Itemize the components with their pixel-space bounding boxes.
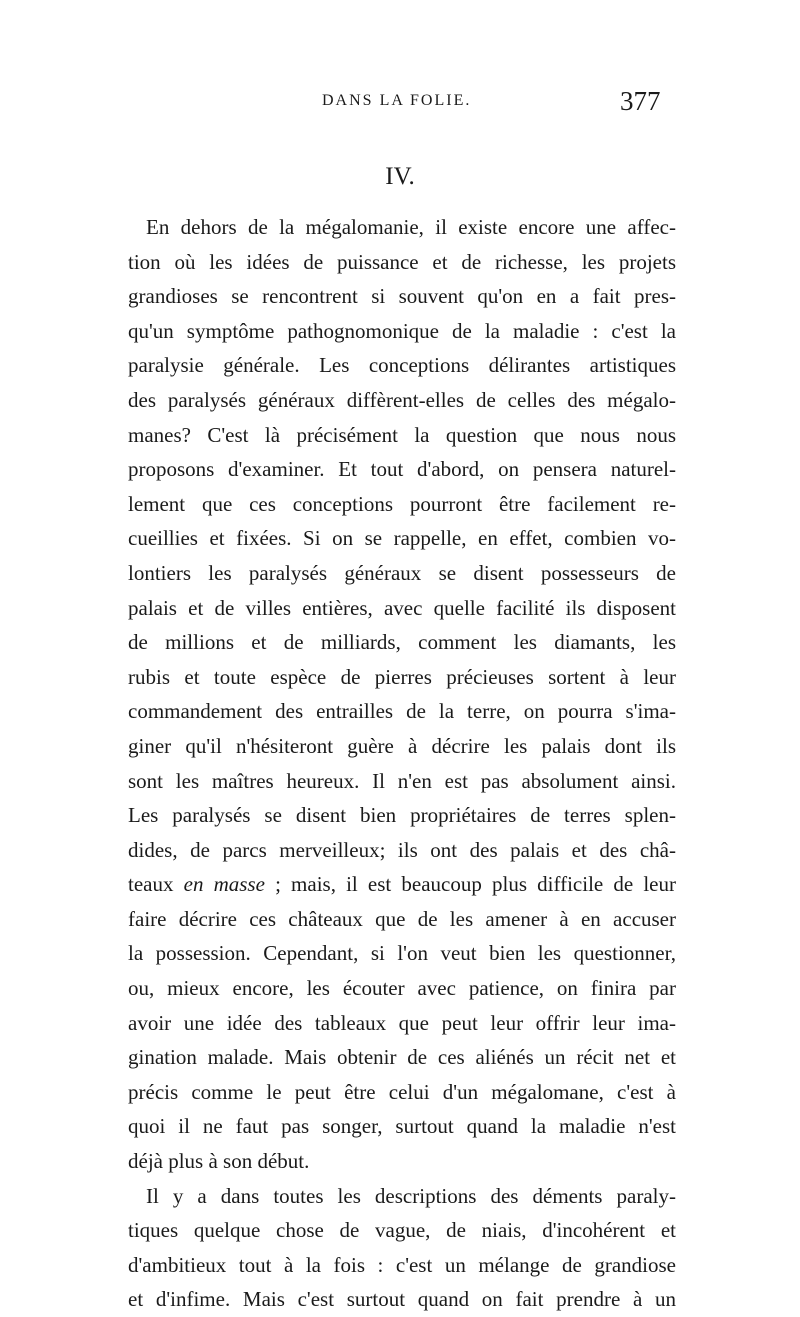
text-line: quoi il ne faut pas songer, surtout quand la maladie n'est: [128, 1114, 676, 1139]
text-line: paralysie générale. Les conceptions délirantes artistiques: [128, 353, 676, 378]
running-title: DANS LA FOLIE.: [322, 92, 472, 109]
page-number: 377: [620, 86, 661, 116]
text-line: cueillies et fixées. Si on se rappelle, en effet, combien vo-: [128, 526, 676, 551]
text-line: sont les maîtres heureux. Il n'en est pas absolument ainsi.: [128, 768, 676, 793]
text-line: commandement des entrailles de la terre, on pourra s'ima-: [128, 699, 676, 724]
text-line: palais et de villes entières, avec quelle facilité ils disposent: [128, 595, 676, 620]
text-line: tion où les idées de puissance et de richesse, les projets: [128, 249, 676, 274]
text-line: manes? C'est là précisément la question que nous nous: [128, 422, 676, 447]
text-line: des paralysés généraux diffèrent-elles de celles des mégalo-: [128, 387, 676, 412]
text-line: grandioses se rencontrent si souvent qu'on en a fait pres-: [128, 284, 676, 309]
section-heading: IV.: [385, 163, 415, 190]
body-text: [128, 210, 676, 1317]
text-line: En dehors de la mégalomanie, il existe encore une affec-: [146, 215, 676, 239]
text-line: précis comme le peut être celui d'un mégalomane, c'est à: [128, 1079, 676, 1104]
text-line: qu'un symptôme pathognomonique de la maladie : c'est la: [128, 318, 676, 343]
text-line: rubis et toute espèce de pierres précieuses sortent à leur: [128, 664, 676, 689]
text-line: Il y a dans toutes les descriptions des déments paraly-: [146, 1183, 676, 1208]
text-line: d'ambitieux tout à la fois : c'est un mélange de grandiose: [128, 1252, 676, 1277]
text-line: gination malade. Mais obtenir de ces aliénés un récit net et: [128, 1045, 676, 1070]
italic-phrase: en masse: [183, 872, 265, 897]
text-segment: ; mais, il est beaucoup plus difficile de leur: [264, 872, 676, 897]
text-line: tiques quelque chose de vague, de niais, d'incohérent et: [128, 1218, 676, 1243]
text-line: déjà plus à son début.: [128, 1149, 310, 1174]
text-line-italic: [128, 867, 676, 902]
text-segment: teaux: [128, 872, 184, 897]
text-line: faire décrire ces châteaux que de les amener à en accuser: [128, 906, 676, 931]
text-line: lement que ces conceptions pourront être facilement re-: [128, 491, 676, 516]
text-line: et d'infime. Mais c'est surtout quand on fait prendre à un: [128, 1287, 676, 1312]
text-line: avoir une idée des tableaux que peut leur offrir leur ima-: [128, 1010, 676, 1035]
text-line: dides, de parcs merveilleux; ils ont des palais et des châ-: [128, 837, 676, 862]
running-head: [0, 86, 800, 122]
text-line: Les paralysés se disent bien propriétaires de terres splen-: [128, 803, 676, 828]
text-line: de millions et de milliards, comment les diamants, les: [128, 630, 676, 655]
text-line: ou, mieux encore, les écouter avec patience, on finira par: [128, 976, 676, 1001]
text-line: lontiers les paralysés généraux se disent possesseurs de: [128, 560, 676, 585]
text-line: la possession. Cependant, si l'on veut bien les questionner,: [128, 941, 676, 966]
text-line: giner qu'il n'hésiteront guère à décrire les palais dont ils: [128, 733, 676, 758]
text-line: proposons d'examiner. Et tout d'abord, on pensera naturel-: [128, 457, 676, 482]
